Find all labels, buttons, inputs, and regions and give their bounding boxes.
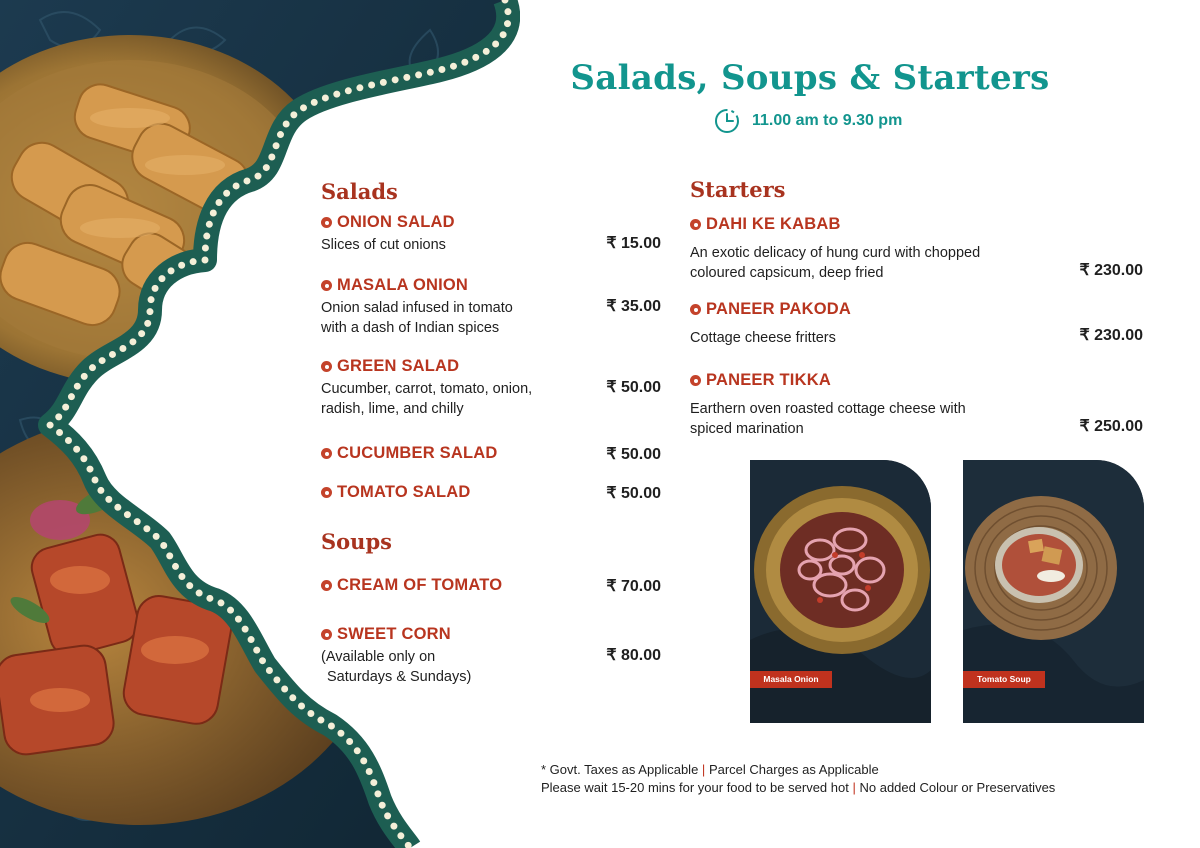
item-price: ₹ 70.00 <box>606 578 661 595</box>
bullet-icon <box>690 375 701 386</box>
soups-heading: Soups <box>321 529 392 554</box>
description-line: Earthern oven roasted cottage cheese with <box>690 401 966 417</box>
item-description <box>690 243 980 283</box>
footnote-line-2 <box>541 779 1055 797</box>
bullet-icon <box>321 361 332 372</box>
menu-item-paneer-tikka <box>690 371 831 390</box>
starters-heading: Starters <box>690 177 786 202</box>
page-title: Salads, Soups & Starters <box>570 58 1050 98</box>
description-line: Cucumber, carrot, tomato, onion, <box>321 381 533 397</box>
item-price: ₹ 250.00 <box>1079 418 1143 435</box>
hours-text: 11.00 am to 9.30 pm <box>752 112 903 129</box>
item-name: PANEER PAKODA <box>706 300 852 318</box>
item-name: CREAM OF TOMATO <box>337 576 503 594</box>
menu-item-masala-onion <box>321 276 468 295</box>
bullet-icon <box>321 448 332 459</box>
footnote-taxes: * Govt. Taxes as Applicable <box>541 762 699 777</box>
item-price: ₹ 230.00 <box>1079 262 1143 279</box>
item-description <box>321 647 471 687</box>
item-name: GREEN SALAD <box>337 357 460 375</box>
photo-card-tomato-soup <box>963 460 1144 723</box>
description-line: with a dash of Indian spices <box>321 320 500 336</box>
item-name: MASALA ONION <box>337 276 469 294</box>
item-name: SWEET CORN <box>337 625 451 643</box>
item-description: Slices of cut onions <box>321 237 446 253</box>
description-line: radish, lime, and chilly <box>321 401 464 417</box>
footnote-preservatives: No added Colour or Preservatives <box>859 780 1056 795</box>
item-price: ₹ 50.00 <box>606 446 661 463</box>
salads-heading: Salads <box>321 179 398 204</box>
bullet-icon <box>321 487 332 498</box>
bullet-icon <box>321 217 332 228</box>
bullet-icon <box>690 304 701 315</box>
clock-icon <box>714 108 740 134</box>
footnote-wait: Please wait 15-20 mins for your food to be served hot <box>541 780 849 795</box>
bullet-icon <box>321 580 332 591</box>
item-price: ₹ 230.00 <box>1079 327 1143 344</box>
photo-card-masala-onion <box>750 460 931 723</box>
bullet-icon <box>321 280 332 291</box>
item-description <box>321 298 513 338</box>
separator: | <box>701 762 706 777</box>
menu-item-paneer-pakoda <box>690 300 851 319</box>
menu-item-tomato-salad <box>321 483 470 502</box>
item-name: ONION SALAD <box>337 213 455 231</box>
item-name: PANEER TIKKA <box>706 371 831 389</box>
hours-row <box>714 107 902 135</box>
description-line: spiced marination <box>690 421 804 437</box>
photo-label: Masala Onion <box>750 671 832 688</box>
item-name: CUCUMBER SALAD <box>337 444 498 462</box>
description-line: Onion salad infused in tomato <box>321 300 513 316</box>
item-description <box>321 379 532 419</box>
bullet-icon <box>321 629 332 640</box>
item-name: DAHI KE KABAB <box>706 215 841 233</box>
description-line: Saturdays & Sundays) <box>327 669 472 685</box>
item-price: ₹ 50.00 <box>606 485 661 502</box>
item-price: ₹ 50.00 <box>606 379 661 396</box>
item-description <box>690 399 966 439</box>
footnote-line-1 <box>541 761 1055 779</box>
menu-item-onion-salad <box>321 213 455 232</box>
menu-item-dahi-ke-kabab <box>690 215 841 234</box>
item-price: ₹ 80.00 <box>606 647 661 664</box>
item-description: Cottage cheese fritters <box>690 330 836 346</box>
photo-label: Tomato Soup <box>963 671 1045 688</box>
bullet-icon <box>690 219 701 230</box>
footnote <box>541 761 1055 797</box>
description-line: (Available only on <box>321 649 436 665</box>
item-price: ₹ 15.00 <box>606 235 661 252</box>
separator: | <box>852 780 856 795</box>
footnote-parcel: Parcel Charges as Applicable <box>708 762 879 777</box>
description-line: coloured capsicum, deep fried <box>690 265 884 281</box>
menu-item-cucumber-salad <box>321 444 497 463</box>
menu-item-sweet-corn <box>321 625 451 644</box>
item-price: ₹ 35.00 <box>606 298 661 315</box>
menu-item-green-salad <box>321 357 459 376</box>
item-name: TOMATO SALAD <box>337 483 471 501</box>
description-line: An exotic delicacy of hung curd with chopped <box>690 245 981 261</box>
menu-item-cream-of-tomato <box>321 576 502 595</box>
food-photo-left <box>0 0 520 848</box>
